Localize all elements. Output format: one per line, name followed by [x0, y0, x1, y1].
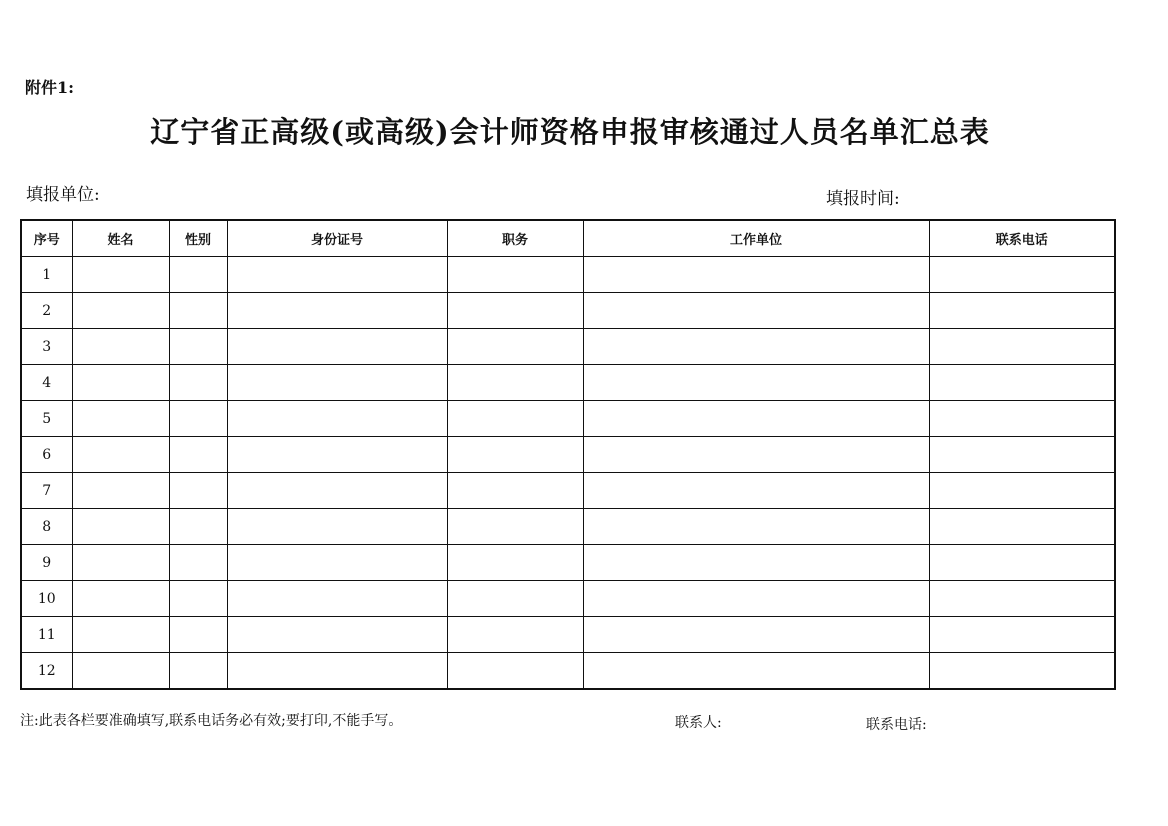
cell-work-unit[interactable] [583, 293, 929, 329]
cell-phone[interactable] [929, 365, 1115, 401]
cell-work-unit[interactable] [583, 365, 929, 401]
cell-id-number[interactable] [227, 257, 447, 293]
cell-index: 11 [21, 617, 72, 653]
cell-name[interactable] [72, 545, 169, 581]
cell-phone[interactable] [929, 653, 1115, 690]
header-gender: 性别 [169, 220, 227, 257]
cell-position[interactable] [447, 617, 583, 653]
cell-position[interactable] [447, 401, 583, 437]
cell-name[interactable] [72, 617, 169, 653]
cell-position[interactable] [447, 581, 583, 617]
cell-name[interactable] [72, 365, 169, 401]
header-name: 姓名 [72, 220, 169, 257]
cell-id-number[interactable] [227, 509, 447, 545]
cell-index: 10 [21, 581, 72, 617]
cell-gender[interactable] [169, 473, 227, 509]
roster-table [20, 219, 1116, 690]
cell-id-number[interactable] [227, 653, 447, 690]
table-row [21, 329, 1115, 365]
cell-index: 9 [21, 545, 72, 581]
cell-gender[interactable] [169, 257, 227, 293]
cell-id-number[interactable] [227, 293, 447, 329]
header-position: 职务 [447, 220, 583, 257]
table-row [21, 653, 1115, 690]
cell-gender[interactable] [169, 329, 227, 365]
cell-phone[interactable] [929, 437, 1115, 473]
cell-position[interactable] [447, 329, 583, 365]
cell-index: 2 [21, 293, 72, 329]
cell-position[interactable] [447, 257, 583, 293]
cell-gender[interactable] [169, 365, 227, 401]
cell-index: 7 [21, 473, 72, 509]
table-row [21, 545, 1115, 581]
cell-index: 8 [21, 509, 72, 545]
cell-gender[interactable] [169, 545, 227, 581]
cell-id-number[interactable] [227, 329, 447, 365]
cell-work-unit[interactable] [583, 581, 929, 617]
cell-name[interactable] [72, 329, 169, 365]
table-row [21, 401, 1115, 437]
table-row [21, 293, 1115, 329]
header-index: 序号 [21, 220, 72, 257]
form-title: 辽宁省正高级(或高级)会计师资格申报审核通过人员名单汇总表 [150, 115, 990, 149]
table-row [21, 257, 1115, 293]
cell-id-number[interactable] [227, 365, 447, 401]
cell-position[interactable] [447, 293, 583, 329]
header-row [21, 220, 1115, 257]
cell-position[interactable] [447, 653, 583, 690]
table-row [21, 473, 1115, 509]
cell-name[interactable] [72, 653, 169, 690]
fill-unit-label: 填报单位: [26, 185, 100, 205]
attachment-label: 附件1: [25, 78, 75, 97]
cell-name[interactable] [72, 437, 169, 473]
cell-gender[interactable] [169, 617, 227, 653]
cell-work-unit[interactable] [583, 257, 929, 293]
header-work-unit: 工作单位 [583, 220, 929, 257]
cell-phone[interactable] [929, 581, 1115, 617]
cell-phone[interactable] [929, 257, 1115, 293]
contact-phone-label: 联系电话: [866, 717, 927, 733]
cell-work-unit[interactable] [583, 437, 929, 473]
table-row [21, 365, 1115, 401]
cell-id-number[interactable] [227, 617, 447, 653]
cell-name[interactable] [72, 473, 169, 509]
cell-gender[interactable] [169, 401, 227, 437]
cell-phone[interactable] [929, 545, 1115, 581]
cell-phone[interactable] [929, 473, 1115, 509]
footer-note: 注:此表各栏要准确填写,联系电话务必有效;要打印,不能手写。 [20, 713, 403, 729]
table-row [21, 581, 1115, 617]
cell-gender[interactable] [169, 437, 227, 473]
cell-work-unit[interactable] [583, 617, 929, 653]
cell-gender[interactable] [169, 509, 227, 545]
cell-name[interactable] [72, 257, 169, 293]
cell-work-unit[interactable] [583, 329, 929, 365]
cell-id-number[interactable] [227, 401, 447, 437]
cell-work-unit[interactable] [583, 545, 929, 581]
header-phone: 联系电话 [929, 220, 1115, 257]
header-id-number: 身份证号 [227, 220, 447, 257]
table-row [21, 617, 1115, 653]
table-row [21, 437, 1115, 473]
cell-index: 12 [21, 653, 72, 690]
contact-person-label: 联系人: [675, 715, 722, 731]
cell-index: 5 [21, 401, 72, 437]
cell-position[interactable] [447, 365, 583, 401]
cell-position[interactable] [447, 545, 583, 581]
cell-phone[interactable] [929, 293, 1115, 329]
cell-index: 1 [21, 257, 72, 293]
fill-time-label: 填报时间: [826, 189, 900, 209]
cell-index: 3 [21, 329, 72, 365]
cell-name[interactable] [72, 581, 169, 617]
cell-index: 6 [21, 437, 72, 473]
cell-name[interactable] [72, 509, 169, 545]
cell-id-number[interactable] [227, 581, 447, 617]
cell-position[interactable] [447, 437, 583, 473]
cell-id-number[interactable] [227, 473, 447, 509]
cell-name[interactable] [72, 401, 169, 437]
cell-gender[interactable] [169, 653, 227, 690]
cell-phone[interactable] [929, 617, 1115, 653]
cell-phone[interactable] [929, 401, 1115, 437]
cell-work-unit[interactable] [583, 653, 929, 690]
cell-id-number[interactable] [227, 437, 447, 473]
cell-gender[interactable] [169, 293, 227, 329]
table-row [21, 509, 1115, 545]
cell-phone[interactable] [929, 329, 1115, 365]
cell-position[interactable] [447, 473, 583, 509]
cell-work-unit[interactable] [583, 509, 929, 545]
cell-name[interactable] [72, 293, 169, 329]
cell-id-number[interactable] [227, 545, 447, 581]
cell-phone[interactable] [929, 509, 1115, 545]
cell-position[interactable] [447, 509, 583, 545]
cell-work-unit[interactable] [583, 473, 929, 509]
cell-index: 4 [21, 365, 72, 401]
cell-work-unit[interactable] [583, 401, 929, 437]
cell-gender[interactable] [169, 581, 227, 617]
